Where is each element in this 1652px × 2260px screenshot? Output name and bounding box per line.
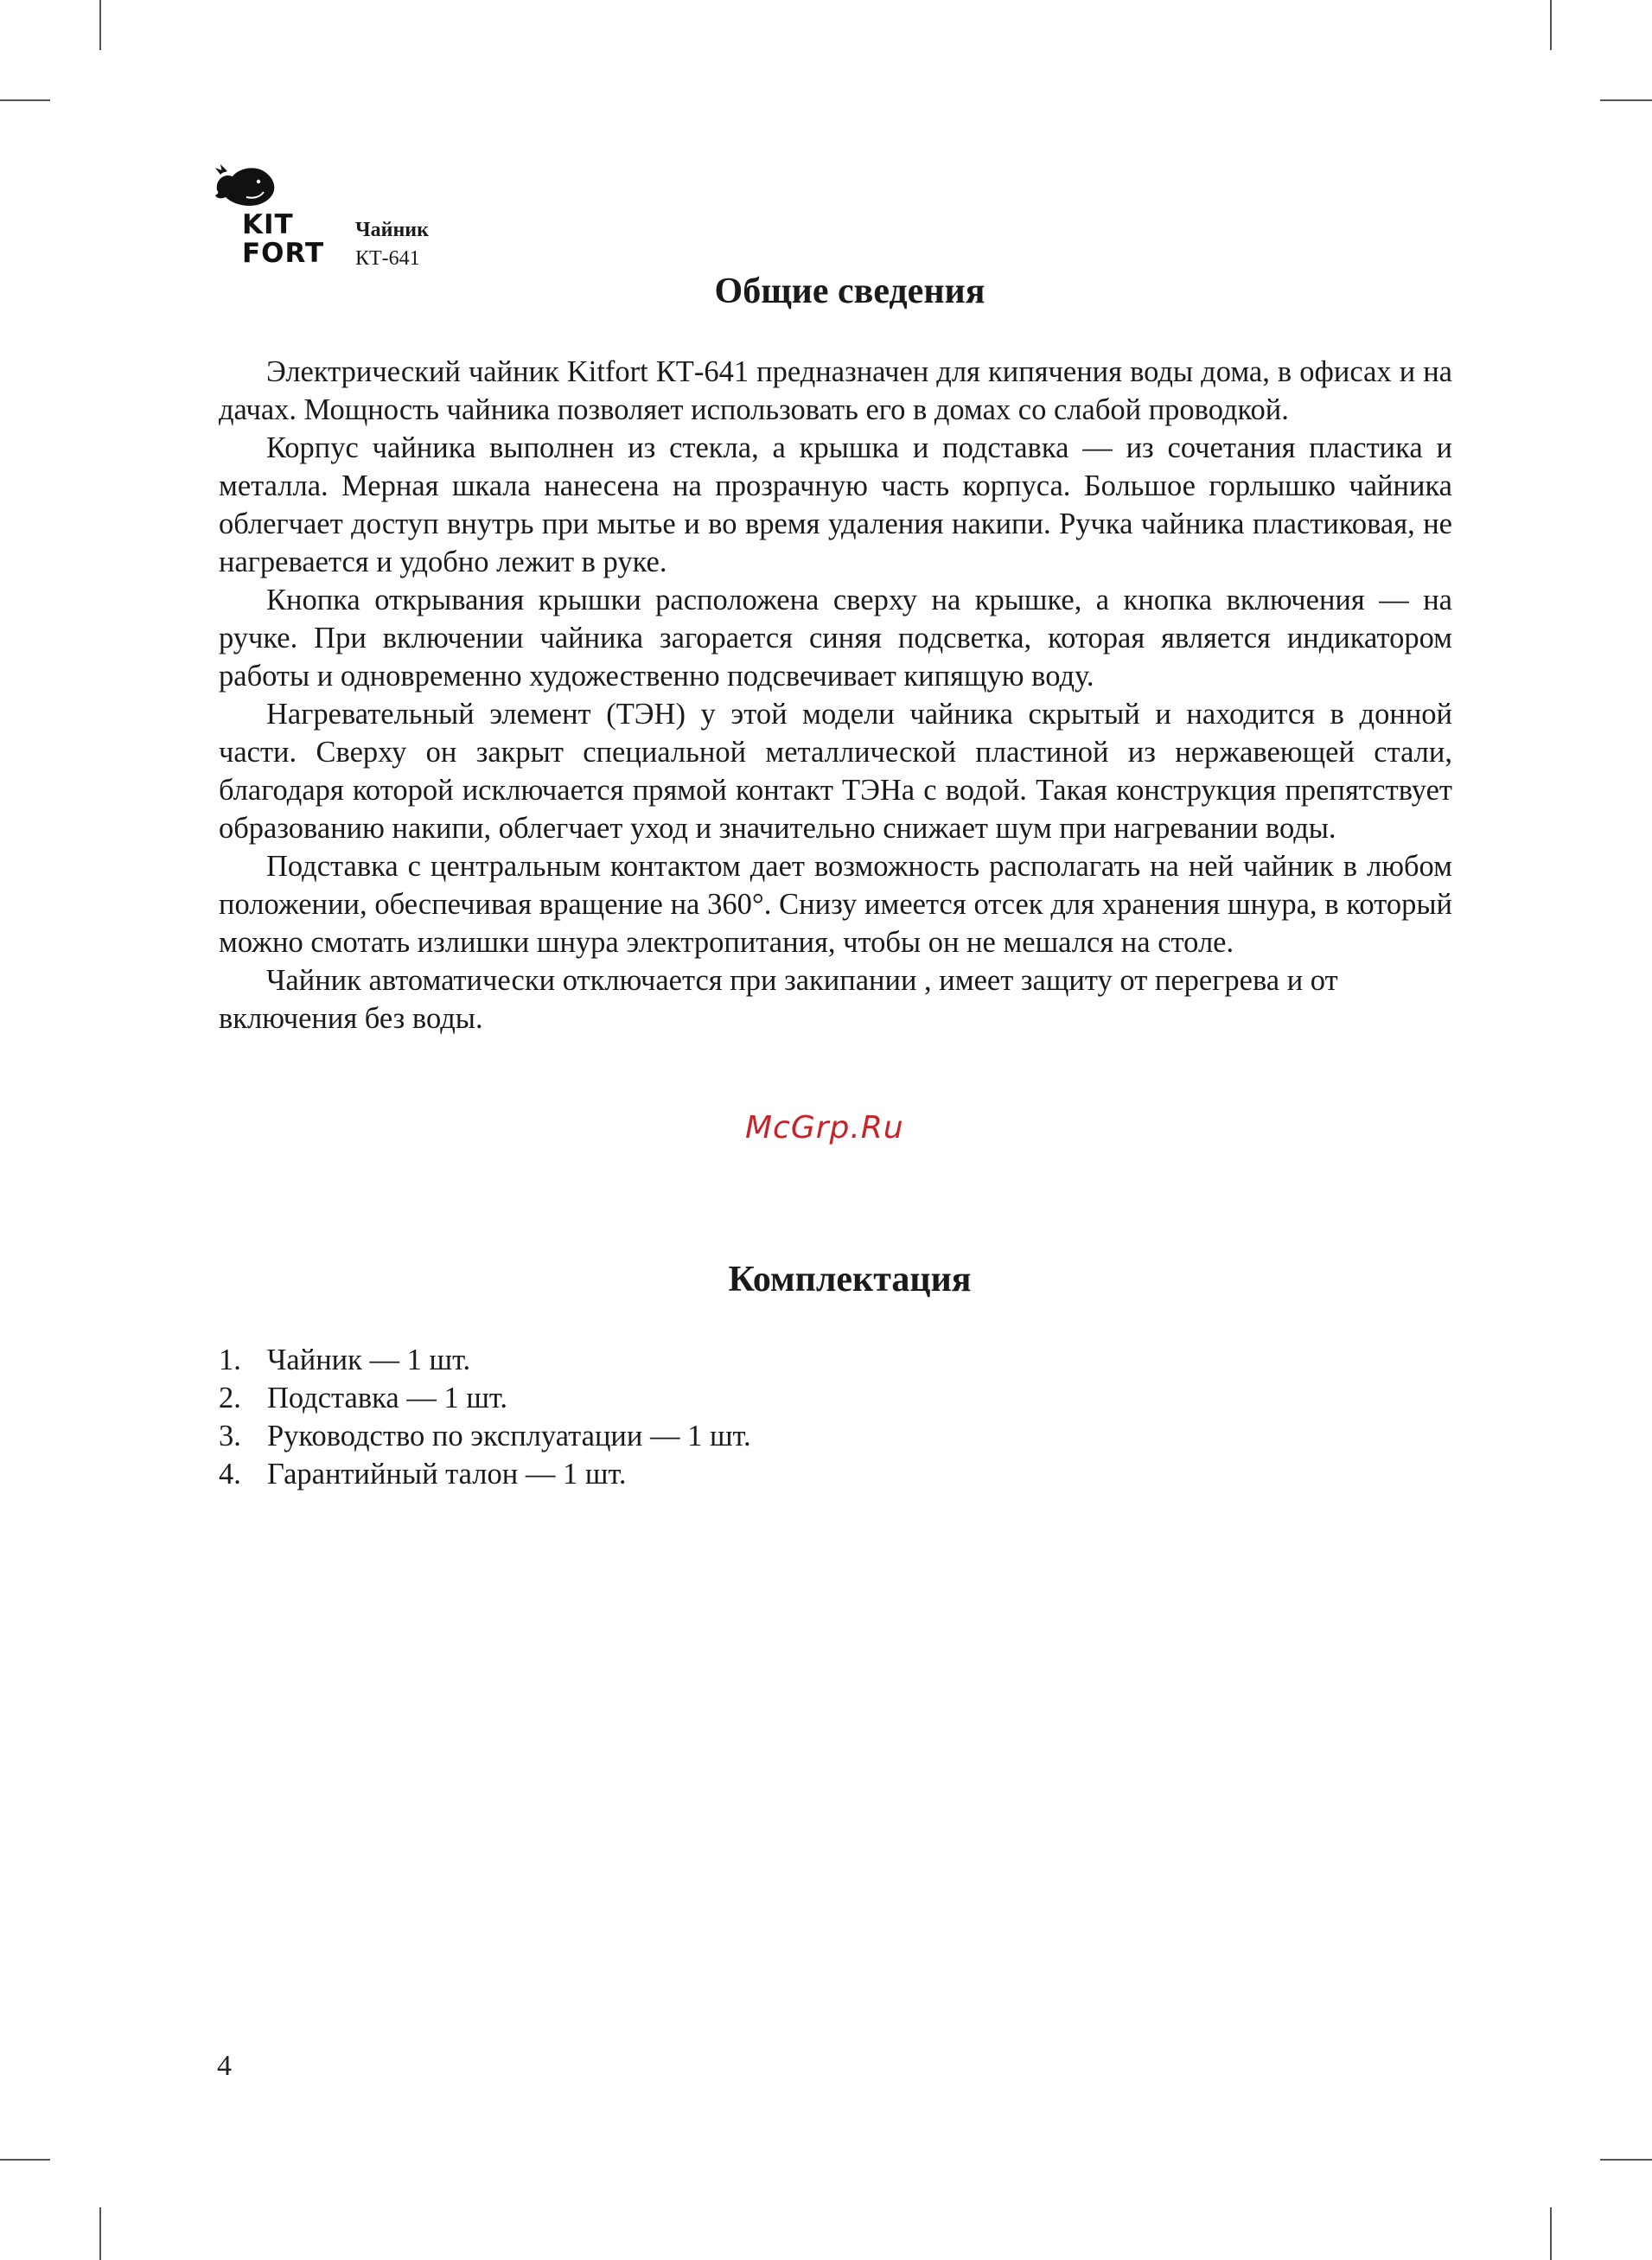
crop-mark-bottom-right — [1550, 2207, 1552, 2260]
logo-line-1: KIT — [242, 209, 294, 240]
crop-mark-left-top — [0, 99, 50, 101]
paragraph: Чайник автоматически отключается при закипании , имеет защиту от перегрева и от включения без воды. — [219, 964, 1338, 1035]
crop-mark-right-top — [1600, 99, 1652, 101]
list-item-number: 1. — [219, 1344, 241, 1376]
logo-line-2: FORT — [242, 238, 325, 269]
list-item — [219, 1341, 751, 1379]
crop-mark-right-bottom — [1600, 2159, 1652, 2161]
general-text — [219, 353, 1452, 1037]
crop-mark-bottom-left — [99, 2207, 101, 2260]
list-item-text: Гарантийный талон — 1 шт. — [267, 1458, 627, 1491]
paragraph: Корпус чайника выполнен из стекла, а крышка и подставка — из сочетания пластика и металла. Мерная шкала нанесена на прозрачную часть корпуса. Большое горлышко чайника облегчает доступ внутрь при мытье и во время удаления накипи. Ручка чайника пластиковая, не нагревается и удобно лежит в руке. — [219, 431, 1452, 578]
product-model: КТ-641 — [355, 247, 420, 270]
paragraph: Электрический чайник Kitfort КТ-641 предназначен для кипячения воды дома, в офисах и на дачах. Мощность чайника позволяет использовать его в домах со слабой проводкой. — [219, 355, 1452, 426]
paragraph: Нагревательный элемент (ТЭН) у этой модели чайника скрытый и находится в донной части. Сверху он закрыт специальной металлической пластиной из нержавеющей стали, благодаря которой исключается прямой контакт ТЭНа с водой. Такая конструкция препятствует образованию накипи, облегчает уход и значительно снижает шум при нагревании воды. — [219, 698, 1452, 845]
list-item-text: Чайник — 1 шт. — [267, 1344, 471, 1376]
list-item-number: 2. — [219, 1382, 241, 1414]
section-title-kit: Комплектация — [728, 1260, 972, 1299]
whale-icon — [212, 164, 281, 213]
paragraph: Кнопка открывания крышки расположена сверху на крышке, а кнопка включения — на ручке. При включении чайника загорается синяя подсветка, которая является индикатором работы и одновременно художественно подсвечивает кипящую воду. — [219, 584, 1452, 693]
crop-mark-left-bottom — [0, 2159, 50, 2161]
list-item — [219, 1379, 751, 1417]
product-header — [355, 216, 429, 273]
watermark: McGrp.Ru — [745, 1110, 904, 1146]
logo-wordmark — [242, 209, 325, 269]
list-item — [219, 1417, 751, 1455]
list-item-number: 3. — [219, 1420, 241, 1452]
list-item-number: 4. — [219, 1458, 241, 1491]
crop-mark-top-right — [1550, 0, 1552, 50]
list-item-text: Руководство по эксплуатации — 1 шт. — [267, 1420, 751, 1452]
paragraph: Подставка с центральным контактом дает возможность располагать на ней чайник в любом положении, обеспечивая вращение на 360°. Снизу имеется отсек для хранения шнура, в который можно смотать излишки шнура электропитания, чтобы он не мешался на столе. — [219, 850, 1452, 959]
page-number: 4 — [217, 2050, 232, 2082]
kitfort-logo — [212, 164, 333, 277]
list-item-text: Подставка — 1 шт. — [267, 1382, 507, 1414]
kit-list — [219, 1341, 751, 1493]
section-title-general: Общие сведения — [714, 271, 985, 311]
product-name: Чайник — [355, 219, 429, 241]
crop-mark-top-left — [99, 0, 101, 50]
list-item — [219, 1455, 751, 1493]
